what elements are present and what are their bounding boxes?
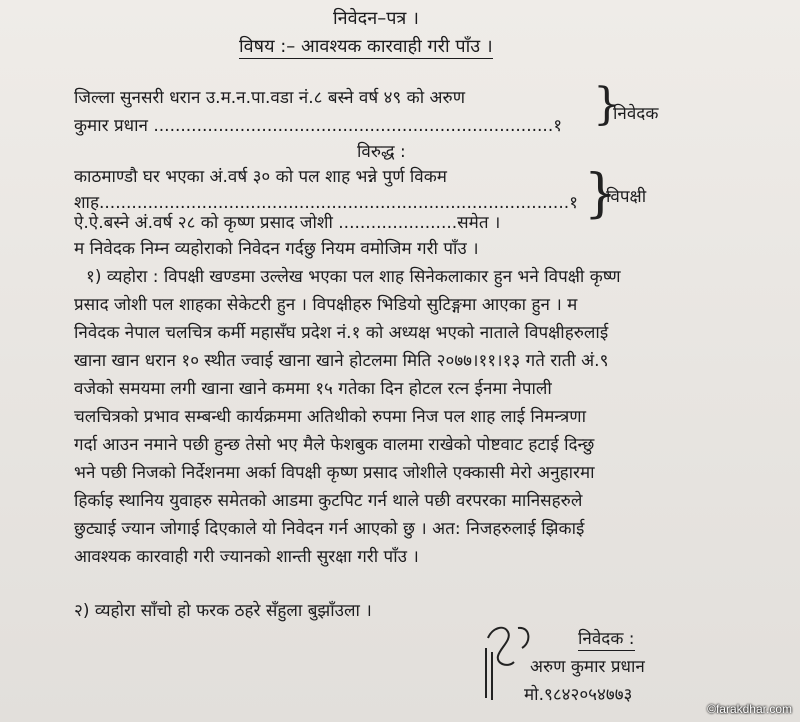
intro-line: म निवेदक निम्न व्यहोराको निवेदन गर्दछु नियम वमोजिम गरी पाँउ ।	[74, 239, 479, 259]
signature-name: अरुण कुमार प्रधान	[530, 657, 645, 677]
body-line: भने पछी निजको निर्देशनमा अर्का विपक्षी कृष्ण प्रसाद जोशीले एक्कासी मेरो अनुहारमा	[74, 463, 595, 483]
document-subject	[239, 36, 493, 58]
defendant-brace: }	[584, 164, 618, 224]
body-line: गर्दा आउन नमाने पछी हुन्छ तेसो भए मैले फेशबुक वालमा राखेको पोष्टवाट हटाई दिन्छु	[74, 435, 595, 455]
body-line: खाना खान धरान १० स्थीत ज्वाई खाना खाने होटलमा मिति २०७७।११।१३ गते राती अं.९	[74, 351, 609, 371]
body-line: निवेदक नेपाल चलचित्र कर्मी महासँघ प्रदेश नं.१ को अध्यक्ष भएको नाताले विपक्षीहरुलाई	[74, 323, 609, 343]
petitioner-brace: }	[593, 79, 621, 130]
signature-phone: मो.९८४२०५४७७३	[524, 685, 633, 705]
watermark: ©farakdhar.com	[707, 702, 792, 716]
body-line: प्रसाद जोशी पल शाहका सेकेटरी हुन । विपक्षीहरु भिडियो सुटिङ्गमा आएका हुन । म	[74, 295, 578, 315]
body-line: हिर्काइ स्थानिय युवाहरु समेतको आडमा कुटपिट गर्न थाले पछी वरपरका मानिसहरुले	[74, 491, 583, 511]
defendant-role: विपक्षी	[606, 187, 647, 207]
signature-label	[578, 628, 635, 650]
document-title: निवेदन–पत्र ।	[333, 8, 419, 29]
body-line: १) व्यहोरा : विपक्षी खण्डमा उल्लेख भएका पल शाह सिनेकलाकार हुन भने विपक्षी कृष्ण	[86, 267, 621, 287]
body-line: आवश्यक कारवाही गरी ज्यानको शान्ती सुरक्षा गरी पाँउ ।	[74, 547, 419, 567]
petitioner-line-2: कुमार प्रधान ..........................................................................१	[74, 116, 563, 136]
signature-label-text: निवेदक :	[578, 629, 635, 649]
defendant-line-2: शाह.......................................................................................१	[74, 193, 578, 213]
versus-label: विरुद्ध :	[357, 142, 406, 162]
body-line: छुट्याई ज्यान जोगाई दिएकाले यो निवेदन गर्न आएको छु । अत: निजहरुलाई झिकाई	[74, 519, 585, 539]
petitioner-role: निवेदक	[613, 104, 659, 124]
body-line: वजेको समयमा लगी खाना खाने कममा १५ गतेका दिन होटल रत्न ईनमा नेपाली	[74, 379, 552, 399]
body-line: चलचित्रको प्रभाव सम्बन्धी कार्यक्रममा अतिथीको रुपमा निज पल शाह लाई निमन्त्रणा	[74, 407, 586, 427]
paragraph-2: २) व्यहोरा साँचो हो फरक ठहरे सँहुला बुझाँउला ।	[74, 601, 372, 621]
petitioner-line-1: जिल्ला सुनसरी धरान उ.म.न.पा.वडा नं.८ बस्ने वर्ष ४९ को अरुण	[74, 88, 465, 108]
defendant-line-3: ऐ.ऐ.बस्ने अं.वर्ष २८ को कृष्ण प्रसाद जोशी ......................समेत ।	[74, 213, 501, 233]
subject-text: विषय :– आवश्यक कारवाही गरी पाँउ ।	[239, 36, 493, 57]
defendant-line-1: काठमाण्डौ घर भएका अं.वर्ष ३० को पल शाह भन्ने पुर्ण विकम	[74, 167, 447, 187]
